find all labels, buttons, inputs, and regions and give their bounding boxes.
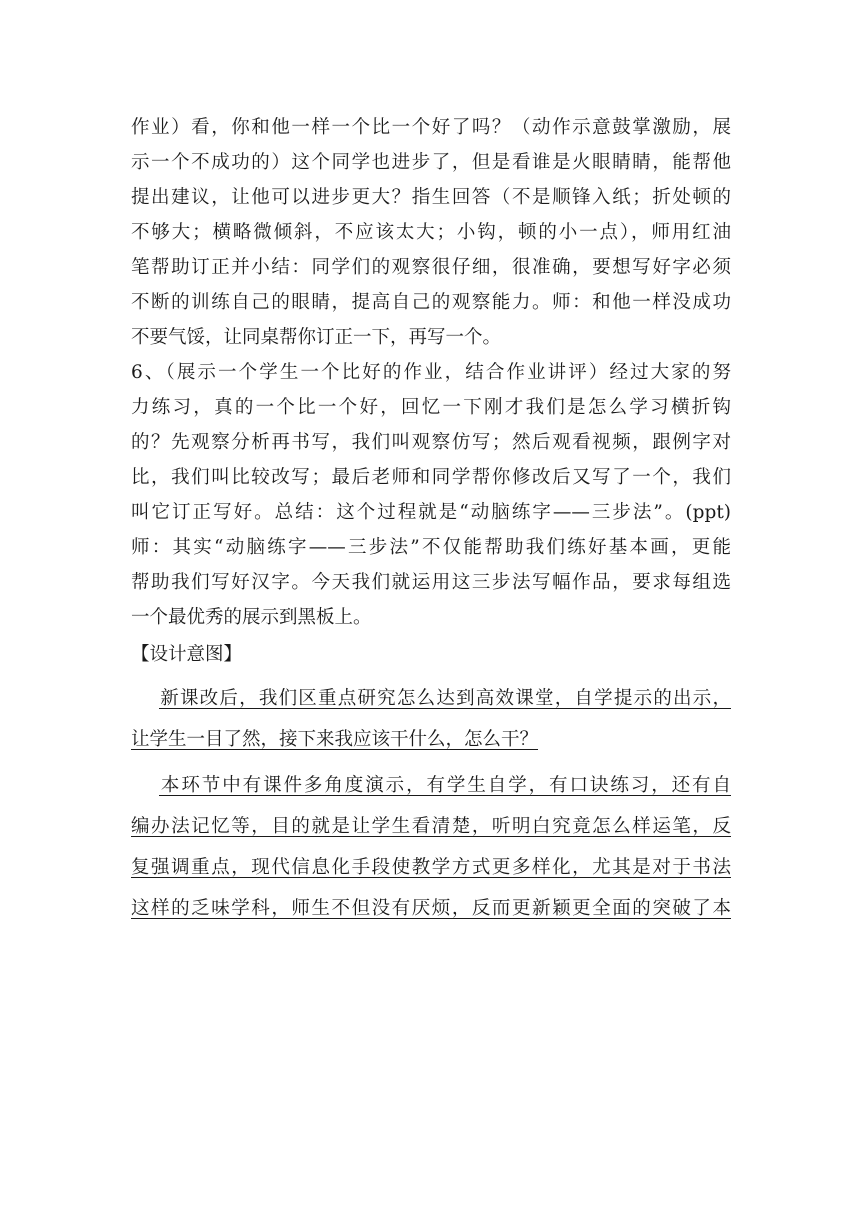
- text-line: 力练习，真的一个比一个好，回忆一下刚才我们是怎么学习横折钩: [131, 397, 731, 418]
- text-line: 不断的训练自己的眼睛，提高自己的观察能力。师：和他一样没成功: [131, 292, 731, 313]
- text-line: [131, 847, 731, 888]
- text-line: 不够大；横略微倾斜，不应该太大；小钩，顿的小一点），师用红油: [131, 222, 731, 243]
- text-line: [131, 888, 731, 929]
- design-intent-heading: 【设计意图】: [131, 644, 243, 665]
- text-line: [131, 719, 731, 760]
- underlined-text: 编办法记忆等，目的就是让学生看清楚，听明白究竟怎么样运笔，反: [131, 816, 731, 837]
- text-line: 比，我们叫比较改写；最后老师和同学帮你修改后又写了一个，我们: [131, 467, 731, 488]
- document-body: [131, 110, 731, 929]
- text-line: 笔帮助订正并小结：同学们的观察很仔细，很准确，要想写好字必须: [131, 257, 731, 278]
- design-intent-paragraph-1: [131, 678, 731, 760]
- text-line: 示一个不成功的）这个同学也进步了，但是看谁是火眼睛睛，能帮他: [131, 152, 731, 173]
- paragraph-continuation: [131, 110, 731, 355]
- underlined-text: 本环节中有课件多角度演示，有学生自学，有口诀练习，还有自: [159, 775, 731, 796]
- underlined-text: 这样的乏味学科，师生不但没有厌烦，反而更新颖更全面的突破了本: [131, 898, 731, 919]
- text-line: 6、（展示一个学生一个比好的作业，结合作业讲评）经过大家的努: [131, 362, 731, 383]
- text-line: [131, 765, 731, 806]
- text-line: 作业）看，你和他一样一个比一个好了吗？（动作示意鼓掌激励，展: [131, 117, 731, 138]
- underlined-text: 复强调重点，现代信息化手段使教学方式更多样化，尤其是对于书法: [131, 857, 731, 878]
- step-6-paragraph: [131, 355, 731, 635]
- underlined-text: 让学生一目了然，接下来我应该干什么，怎么干？: [131, 729, 539, 750]
- text-line: [131, 678, 731, 719]
- underlined-text: 新课改后，我们区重点研究怎么达到高效课堂，自学提示的出示，: [159, 688, 731, 709]
- text-line: 叫它订正写好。总结：这个过程就是“动脑练字——三步法”。(ppt): [131, 502, 731, 523]
- text-line: 的？先观察分析再书写，我们叫观察仿写；然后观看视频，跟例字对: [131, 432, 731, 453]
- design-intent-paragraph-2: [131, 765, 731, 929]
- text-line: 提出建议，让他可以进步更大？指生回答（不是顺锋入纸；折处顿的: [131, 187, 731, 208]
- text-line: 师：其实“动脑练字——三步法”不仅能帮助我们练好基本画，更能: [131, 537, 731, 558]
- text-line: [131, 806, 731, 847]
- text-line: 不要气馁，让同桌帮你订正一下，再写一个。: [131, 327, 502, 348]
- text-line: 帮助我们写好汉字。今天我们就运用这三步法写幅作品，要求每组选: [131, 572, 731, 593]
- text-line: 一个最优秀的展示到黑板上。: [131, 607, 372, 628]
